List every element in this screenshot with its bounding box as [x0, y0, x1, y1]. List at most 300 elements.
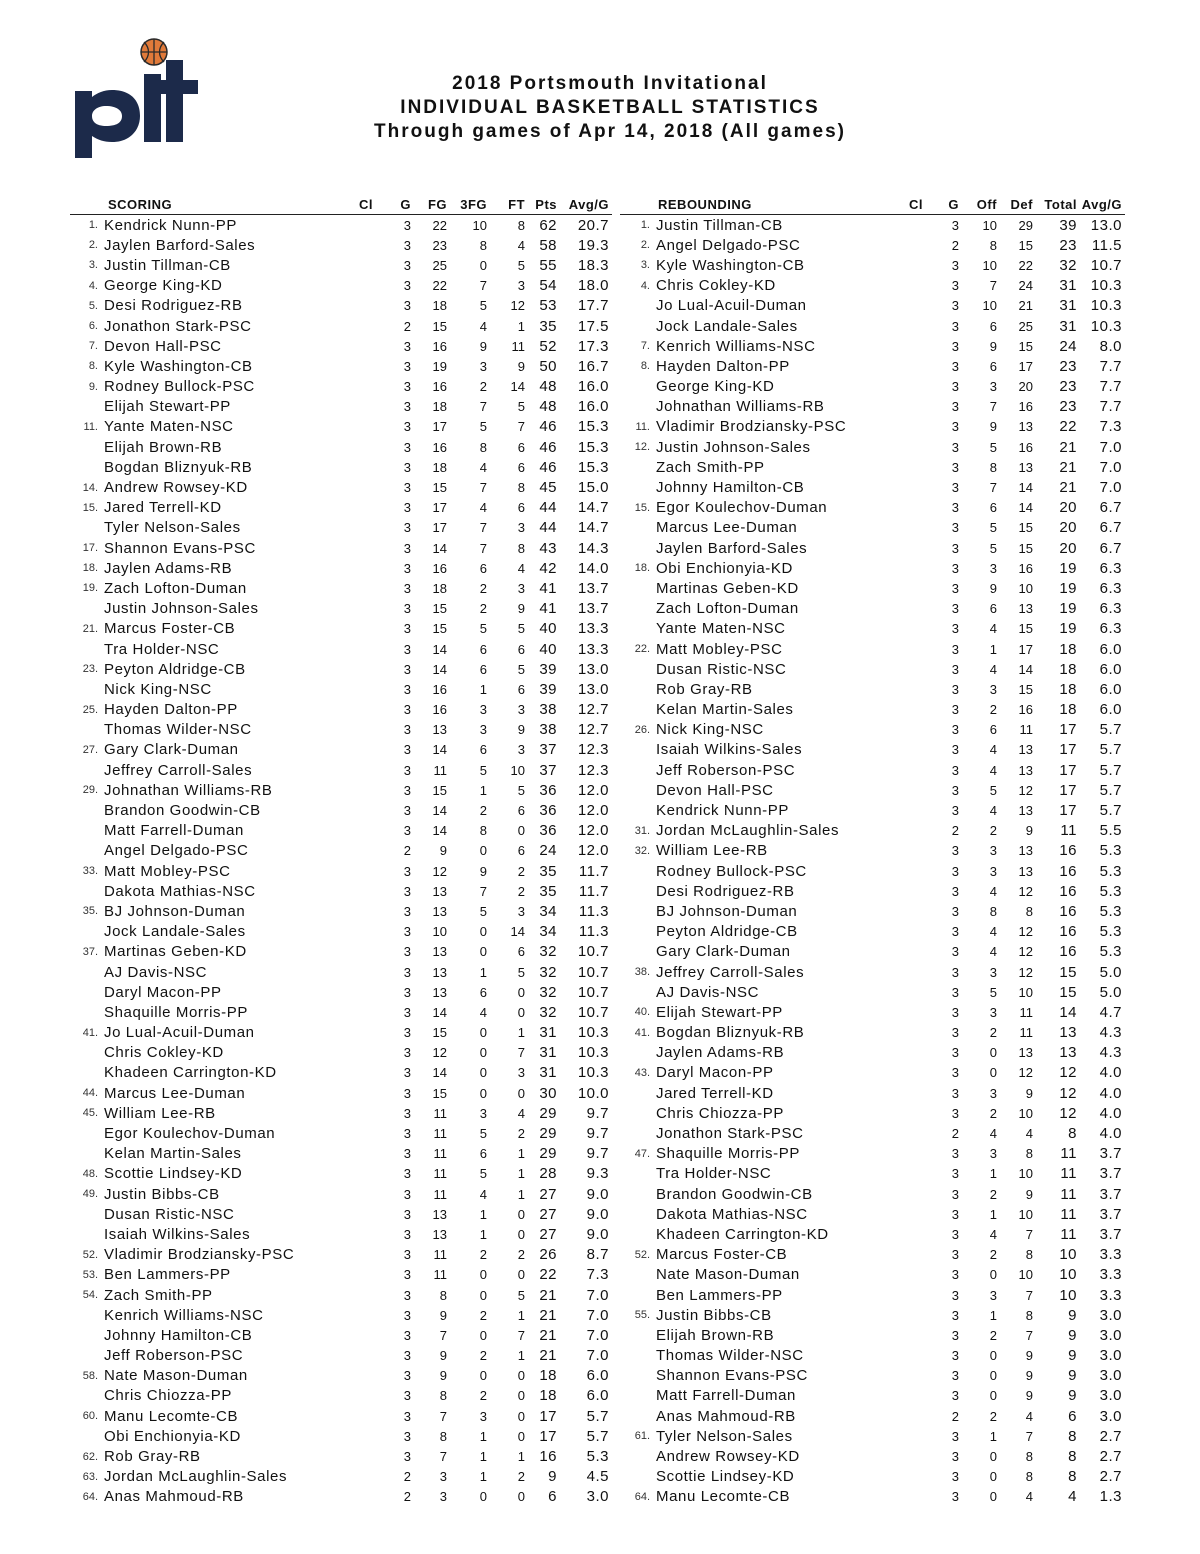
- games-cell: 3: [403, 762, 412, 778]
- player-name-cell: Elijah Brown-RB: [656, 1326, 775, 1344]
- points-cell: 29: [539, 1145, 558, 1163]
- fg-cell: 13: [432, 1206, 448, 1222]
- class-cell: [336, 922, 376, 942]
- fg-cell: 15: [432, 480, 448, 496]
- points-cell: 54: [539, 277, 558, 295]
- total-cell: 16: [1059, 862, 1077, 880]
- offensive-cell: 2: [989, 823, 997, 839]
- average-cell: 3.0: [1099, 1407, 1122, 1425]
- games-cell: 3: [951, 1247, 959, 1263]
- average-cell: 6.7: [1099, 499, 1122, 517]
- defensive-cell: 16: [1018, 439, 1033, 455]
- average-cell: 5.3: [586, 1448, 610, 1466]
- games-cell: 3: [403, 661, 412, 677]
- scoring-table-row: [70, 659, 612, 679]
- total-cell: 10: [1059, 1266, 1077, 1284]
- player-name-cell: Rob Gray-RB: [656, 680, 753, 698]
- rank-cell: [70, 1063, 104, 1083]
- rank-cell: 8.: [88, 360, 98, 373]
- total-cell: 17: [1059, 761, 1077, 779]
- average-cell: 7.0: [586, 1286, 610, 1304]
- player-name-cell: Johnny Hamilton-CB: [104, 1326, 253, 1344]
- rank-cell: [620, 760, 656, 780]
- 3fg-cell: 5: [479, 762, 488, 778]
- average-cell: 4.0: [1099, 1064, 1122, 1082]
- ft-cell: 6: [517, 681, 526, 697]
- player-name-cell: Jonathon Stark-PSC: [104, 317, 252, 335]
- scoring-table-row: [70, 377, 612, 397]
- ft-cell: 3: [517, 742, 526, 758]
- offensive-cell: 4: [989, 742, 997, 758]
- ft-cell: 8: [517, 480, 526, 496]
- fg-cell: 15: [432, 782, 448, 798]
- player-name-cell: Gary Clark-Duman: [656, 943, 791, 961]
- points-cell: 31: [539, 1024, 558, 1042]
- scoring-table-row: [70, 760, 612, 780]
- scoring-table-row: [70, 1265, 612, 1285]
- rank-cell: 18.: [82, 562, 98, 575]
- 3fg-cell: 6: [479, 1146, 488, 1162]
- average-cell: 7.0: [1099, 479, 1122, 497]
- class-cell: [886, 821, 926, 841]
- 3fg-cell: 5: [479, 298, 488, 314]
- 3fg-cell: 1: [479, 782, 488, 798]
- player-name-cell: Marcus Lee-Duman: [656, 519, 798, 537]
- offensive-cell: 3: [989, 843, 997, 859]
- 3fg-cell: 2: [479, 601, 488, 617]
- class-cell: [886, 356, 926, 376]
- rebounding-table-row: [620, 922, 1125, 942]
- player-name-cell: BJ Johnson-Duman: [656, 902, 798, 920]
- player-name-cell: Dakota Mathias-NSC: [104, 882, 256, 900]
- games-cell: 3: [403, 863, 412, 879]
- scoring-table-row: [70, 962, 612, 982]
- 3fg-cell: 1: [479, 681, 488, 697]
- class-cell: [336, 720, 376, 740]
- fg-cell: 18: [432, 298, 448, 314]
- rebounding-table-row: [620, 1487, 1125, 1507]
- player-name-cell: Justin Johnson-Sales: [656, 438, 811, 456]
- class-cell: [886, 800, 926, 820]
- class-cell: [886, 1386, 926, 1406]
- total-cell: 39: [1059, 216, 1077, 234]
- 3fg-cell: 0: [479, 1267, 488, 1283]
- player-name-cell: Elijah Brown-RB: [104, 438, 223, 456]
- player-name-cell: Chris Chiozza-PP: [104, 1387, 232, 1405]
- rank-cell: 7.: [88, 340, 98, 353]
- player-name-cell: Jeff Roberson-PSC: [104, 1347, 244, 1365]
- average-cell: 5.7: [586, 1427, 610, 1445]
- ft-cell: 0: [517, 1267, 526, 1283]
- rank-cell: [620, 316, 656, 336]
- fg-cell: 15: [432, 1085, 448, 1101]
- player-name-cell: Brandon Goodwin-CB: [104, 802, 261, 820]
- offensive-cell: 1: [989, 1428, 997, 1444]
- col-header-fg: FG: [414, 195, 450, 215]
- player-name-cell: Jared Terrell-KD: [656, 1084, 774, 1102]
- class-cell: [886, 1083, 926, 1103]
- player-name-cell: Devon Hall-PSC: [104, 337, 222, 355]
- rank-cell: [70, 1144, 104, 1164]
- rank-cell: [620, 780, 656, 800]
- class-cell: [886, 498, 926, 518]
- rebounding-table-row: [620, 760, 1125, 780]
- total-cell: 17: [1059, 781, 1077, 799]
- games-cell: 3: [403, 964, 412, 980]
- games-cell: 3: [403, 1025, 412, 1041]
- games-cell: 3: [951, 358, 959, 374]
- ft-cell: 3: [517, 903, 526, 919]
- ft-cell: 9: [517, 601, 526, 617]
- offensive-cell: 4: [989, 661, 997, 677]
- rank-cell: 5.: [88, 299, 98, 312]
- offensive-cell: 3: [989, 1004, 997, 1020]
- offensive-cell: 0: [989, 1045, 997, 1061]
- rebounding-table-row: [620, 1285, 1125, 1305]
- average-cell: 4.0: [1099, 1104, 1122, 1122]
- points-cell: 24: [539, 842, 558, 860]
- class-cell: [886, 1103, 926, 1123]
- rank-cell: 15.: [82, 501, 98, 514]
- points-cell: 32: [539, 963, 558, 981]
- offensive-cell: 3: [989, 379, 997, 395]
- fg-cell: 18: [432, 580, 448, 596]
- rank-cell: 11.: [635, 420, 650, 433]
- points-cell: 48: [539, 398, 558, 416]
- average-cell: 11.3: [578, 902, 610, 920]
- points-cell: 44: [539, 499, 558, 517]
- ft-cell: 1: [517, 1025, 526, 1041]
- player-name-cell: Kyle Washington-CB: [104, 357, 253, 375]
- player-name-cell: Jaylen Adams-RB: [656, 1044, 785, 1062]
- points-cell: 27: [539, 1185, 558, 1203]
- fg-cell: 13: [432, 903, 448, 919]
- rank-cell: 6.: [88, 320, 98, 333]
- player-name-cell: Matt Mobley-PSC: [656, 640, 783, 658]
- points-cell: 43: [539, 539, 558, 557]
- rank-cell: [620, 1366, 656, 1386]
- ft-cell: 2: [517, 1247, 526, 1263]
- scoring-table-row: [70, 538, 612, 558]
- rebounding-table-row: [620, 215, 1125, 236]
- fg-cell: 14: [432, 1065, 448, 1081]
- games-cell: 3: [403, 1105, 412, 1121]
- offensive-cell: 2: [989, 1247, 997, 1263]
- player-name-cell: Chris Cokley-KD: [656, 277, 776, 295]
- report-title: 2018 Portsmouth Invitational: [452, 73, 768, 94]
- defensive-cell: 7: [1025, 1226, 1033, 1242]
- player-name-cell: Egor Koulechov-Duman: [656, 499, 828, 517]
- rank-cell: 43.: [634, 1066, 650, 1079]
- rebounding-table-row: [620, 518, 1125, 538]
- scoring-table-row: [70, 1406, 612, 1426]
- offensive-cell: 9: [989, 580, 997, 596]
- offensive-cell: 6: [989, 318, 997, 334]
- rank-cell: 64.: [82, 1490, 98, 1503]
- games-cell: 3: [951, 1327, 959, 1343]
- total-cell: 8: [1068, 1448, 1077, 1466]
- class-cell: [336, 477, 376, 497]
- points-cell: 42: [539, 559, 558, 577]
- defensive-cell: 21: [1018, 298, 1033, 314]
- games-cell: 3: [403, 419, 412, 435]
- games-cell: 3: [951, 1045, 959, 1061]
- rebounding-table-row: [620, 538, 1125, 558]
- 3fg-cell: 2: [479, 1388, 488, 1404]
- 3fg-cell: 0: [479, 1287, 488, 1303]
- player-name-cell: Yante Maten-NSC: [656, 620, 786, 638]
- games-cell: 3: [403, 1348, 412, 1364]
- player-name-cell: George King-KD: [656, 378, 775, 396]
- class-cell: [336, 599, 376, 619]
- average-cell: 7.0: [586, 1306, 610, 1324]
- total-cell: 31: [1059, 297, 1077, 315]
- points-cell: 31: [539, 1044, 558, 1062]
- total-cell: 19: [1059, 620, 1077, 638]
- player-name-cell: Kyle Washington-CB: [656, 256, 805, 274]
- player-name-cell: Elijah Stewart-PP: [656, 1003, 783, 1021]
- total-cell: 10: [1059, 1286, 1077, 1304]
- rank-cell: [620, 740, 656, 760]
- class-cell: [336, 861, 376, 881]
- rank-cell: 21.: [82, 622, 98, 635]
- rebounding-table-row: [620, 599, 1125, 619]
- ft-cell: 0: [517, 1489, 526, 1505]
- total-cell: 22: [1059, 418, 1077, 436]
- 3fg-cell: 2: [479, 1247, 488, 1263]
- ft-cell: 6: [517, 641, 526, 657]
- player-name-cell: Marcus Foster-CB: [656, 1246, 788, 1264]
- games-cell: 3: [403, 722, 412, 738]
- average-cell: 14.0: [577, 559, 610, 577]
- class-cell: [886, 599, 926, 619]
- player-name-cell: Gary Clark-Duman: [104, 741, 239, 759]
- fg-cell: 9: [439, 843, 448, 859]
- rank-cell: [620, 922, 656, 942]
- rank-cell: [70, 982, 104, 1002]
- player-name-cell: Jeff Roberson-PSC: [656, 761, 796, 779]
- total-cell: 16: [1059, 842, 1077, 860]
- average-cell: 7.7: [1099, 398, 1122, 416]
- scoring-table-row: [70, 982, 612, 1002]
- offensive-cell: 3: [989, 1287, 997, 1303]
- ft-cell: 3: [517, 520, 526, 536]
- total-cell: 11: [1060, 1185, 1077, 1203]
- average-cell: 8.7: [586, 1246, 610, 1264]
- rank-cell: [70, 1224, 104, 1244]
- games-cell: 3: [951, 1186, 959, 1202]
- total-cell: 8: [1068, 1125, 1077, 1143]
- class-cell: [886, 1346, 926, 1366]
- class-cell: [336, 659, 376, 679]
- player-name-cell: Anas Mahmoud-RB: [104, 1488, 244, 1506]
- average-cell: 6.3: [1099, 579, 1122, 597]
- games-cell: 3: [951, 863, 959, 879]
- fg-cell: 13: [432, 722, 448, 738]
- player-name-cell: Johnny Hamilton-CB: [656, 479, 805, 497]
- fg-cell: 14: [432, 1004, 448, 1020]
- rebounding-table-row: [620, 720, 1125, 740]
- player-name-cell: Johnathan Williams-RB: [104, 781, 273, 799]
- player-name-cell: Kendrick Nunn-PP: [104, 216, 237, 234]
- average-cell: 6.3: [1099, 600, 1122, 618]
- class-cell: [886, 1467, 926, 1487]
- defensive-cell: 17: [1018, 641, 1033, 657]
- player-name-cell: Isaiah Wilkins-Sales: [656, 741, 803, 759]
- defensive-cell: 16: [1018, 399, 1033, 415]
- defensive-cell: 10: [1018, 984, 1033, 1000]
- scoring-table-row: [70, 881, 612, 901]
- class-cell: [886, 841, 926, 861]
- player-name-cell: Zach Lofton-Duman: [656, 600, 799, 618]
- 3fg-cell: 5: [479, 621, 488, 637]
- class-cell: [336, 397, 376, 417]
- 3fg-cell: 7: [479, 278, 488, 294]
- class-cell: [886, 255, 926, 275]
- ft-cell: 6: [517, 459, 526, 475]
- rank-cell: [70, 962, 104, 982]
- games-cell: 3: [403, 1307, 412, 1323]
- games-cell: 3: [951, 1206, 959, 1222]
- ft-cell: 5: [517, 621, 526, 637]
- player-name-cell: Zach Smith-PP: [104, 1286, 213, 1304]
- average-cell: 3.7: [1099, 1185, 1122, 1203]
- games-cell: 3: [403, 1186, 412, 1202]
- 3fg-cell: 0: [479, 257, 488, 273]
- basketball-icon: [141, 39, 167, 65]
- 3fg-cell: 10: [472, 217, 488, 233]
- rebounding-table-row: [620, 1426, 1125, 1446]
- rank-cell: [70, 720, 104, 740]
- fg-cell: 12: [432, 863, 448, 879]
- ft-cell: 3: [517, 702, 526, 718]
- defensive-cell: 8: [1025, 1247, 1033, 1263]
- rank-cell: 14.: [82, 481, 98, 494]
- scoring-table-row: [70, 1325, 612, 1345]
- rebounding-table-row: [620, 962, 1125, 982]
- rank-cell: [620, 457, 656, 477]
- games-cell: 3: [403, 1267, 412, 1283]
- fg-cell: 3: [439, 1489, 448, 1505]
- class-cell: [336, 1164, 376, 1184]
- total-cell: 17: [1059, 721, 1077, 739]
- rank-cell: [70, 821, 104, 841]
- games-cell: 3: [951, 1004, 959, 1020]
- points-cell: 55: [539, 256, 558, 274]
- average-cell: 8.0: [1099, 337, 1122, 355]
- class-cell: [336, 1426, 376, 1446]
- games-cell: 3: [951, 1105, 959, 1121]
- average-cell: 10.3: [1090, 297, 1122, 315]
- games-cell: 3: [951, 257, 959, 273]
- fg-cell: 15: [432, 318, 448, 334]
- offensive-cell: 0: [989, 1348, 997, 1364]
- class-cell: [336, 800, 376, 820]
- average-cell: 13.0: [577, 680, 610, 698]
- report-subtitle: INDIVIDUAL BASKETBALL STATISTICS: [400, 97, 820, 118]
- class-cell: [886, 1002, 926, 1022]
- offensive-cell: 1: [989, 1206, 997, 1222]
- points-cell: 58: [539, 236, 558, 254]
- class-cell: [886, 760, 926, 780]
- offensive-cell: 8: [989, 459, 997, 475]
- average-cell: 5.7: [1099, 802, 1122, 820]
- average-cell: 4.5: [586, 1468, 610, 1486]
- total-cell: 13: [1059, 1044, 1077, 1062]
- 3fg-cell: 6: [479, 742, 488, 758]
- scoring-table-row: [70, 1305, 612, 1325]
- offensive-cell: 0: [989, 1469, 997, 1485]
- class-cell: [886, 1245, 926, 1265]
- 3fg-cell: 8: [479, 237, 488, 253]
- class-cell: [886, 1446, 926, 1466]
- fg-cell: 7: [439, 1408, 448, 1424]
- fg-cell: 3: [439, 1469, 448, 1485]
- average-cell: 11.7: [578, 862, 610, 880]
- average-cell: 6.3: [1099, 559, 1122, 577]
- games-cell: 3: [951, 1025, 959, 1041]
- class-cell: [886, 296, 926, 316]
- offensive-cell: 3: [989, 681, 997, 697]
- rank-cell: 41.: [82, 1026, 98, 1039]
- points-cell: 62: [539, 216, 558, 234]
- total-cell: 9: [1068, 1387, 1077, 1405]
- col-header-ft: FT: [490, 195, 528, 215]
- player-name-cell: Desi Rodriguez-RB: [656, 882, 795, 900]
- player-name-cell: Andrew Rowsey-KD: [656, 1448, 800, 1466]
- player-name-cell: Thomas Wilder-NSC: [104, 721, 252, 739]
- average-cell: 19.3: [577, 236, 610, 254]
- rank-cell: 53.: [82, 1268, 98, 1281]
- scoring-table-row: [70, 901, 612, 921]
- rebounding-table-row: [620, 296, 1125, 316]
- player-name-cell: Kendrick Nunn-PP: [656, 802, 789, 820]
- ft-cell: 6: [517, 439, 526, 455]
- col-header-total: Total: [1036, 195, 1080, 215]
- class-cell: [336, 276, 376, 296]
- points-cell: 32: [539, 943, 558, 961]
- defensive-cell: 12: [1018, 964, 1033, 980]
- 3fg-cell: 7: [479, 883, 488, 899]
- class-cell: [336, 356, 376, 376]
- 3fg-cell: 6: [479, 984, 488, 1000]
- rebounding-table-row: [620, 336, 1125, 356]
- 3fg-cell: 3: [479, 1408, 488, 1424]
- class-cell: [886, 518, 926, 538]
- average-cell: 6.3: [1099, 620, 1122, 638]
- defensive-cell: 10: [1018, 580, 1033, 596]
- rank-cell: 52.: [634, 1248, 650, 1261]
- games-cell: 3: [951, 984, 959, 1000]
- rebounding-table-row: [620, 841, 1125, 861]
- class-cell: [886, 861, 926, 881]
- rebounding-table-row: [620, 1083, 1125, 1103]
- class-cell: [886, 1123, 926, 1143]
- points-cell: 21: [539, 1347, 558, 1365]
- total-cell: 9: [1068, 1306, 1077, 1324]
- points-cell: 17: [539, 1427, 558, 1445]
- player-name-cell: Jordan McLaughlin-Sales: [656, 822, 840, 840]
- games-cell: 3: [403, 944, 412, 960]
- rank-cell: [70, 599, 104, 619]
- points-cell: 6: [548, 1488, 558, 1506]
- 3fg-cell: 3: [479, 722, 488, 738]
- rank-cell: [620, 679, 656, 699]
- player-name-cell: Vladimir Brodziansky-PSC: [104, 1246, 295, 1264]
- fg-cell: 9: [439, 1307, 448, 1323]
- rank-cell: [620, 1346, 656, 1366]
- rank-cell: [70, 437, 104, 457]
